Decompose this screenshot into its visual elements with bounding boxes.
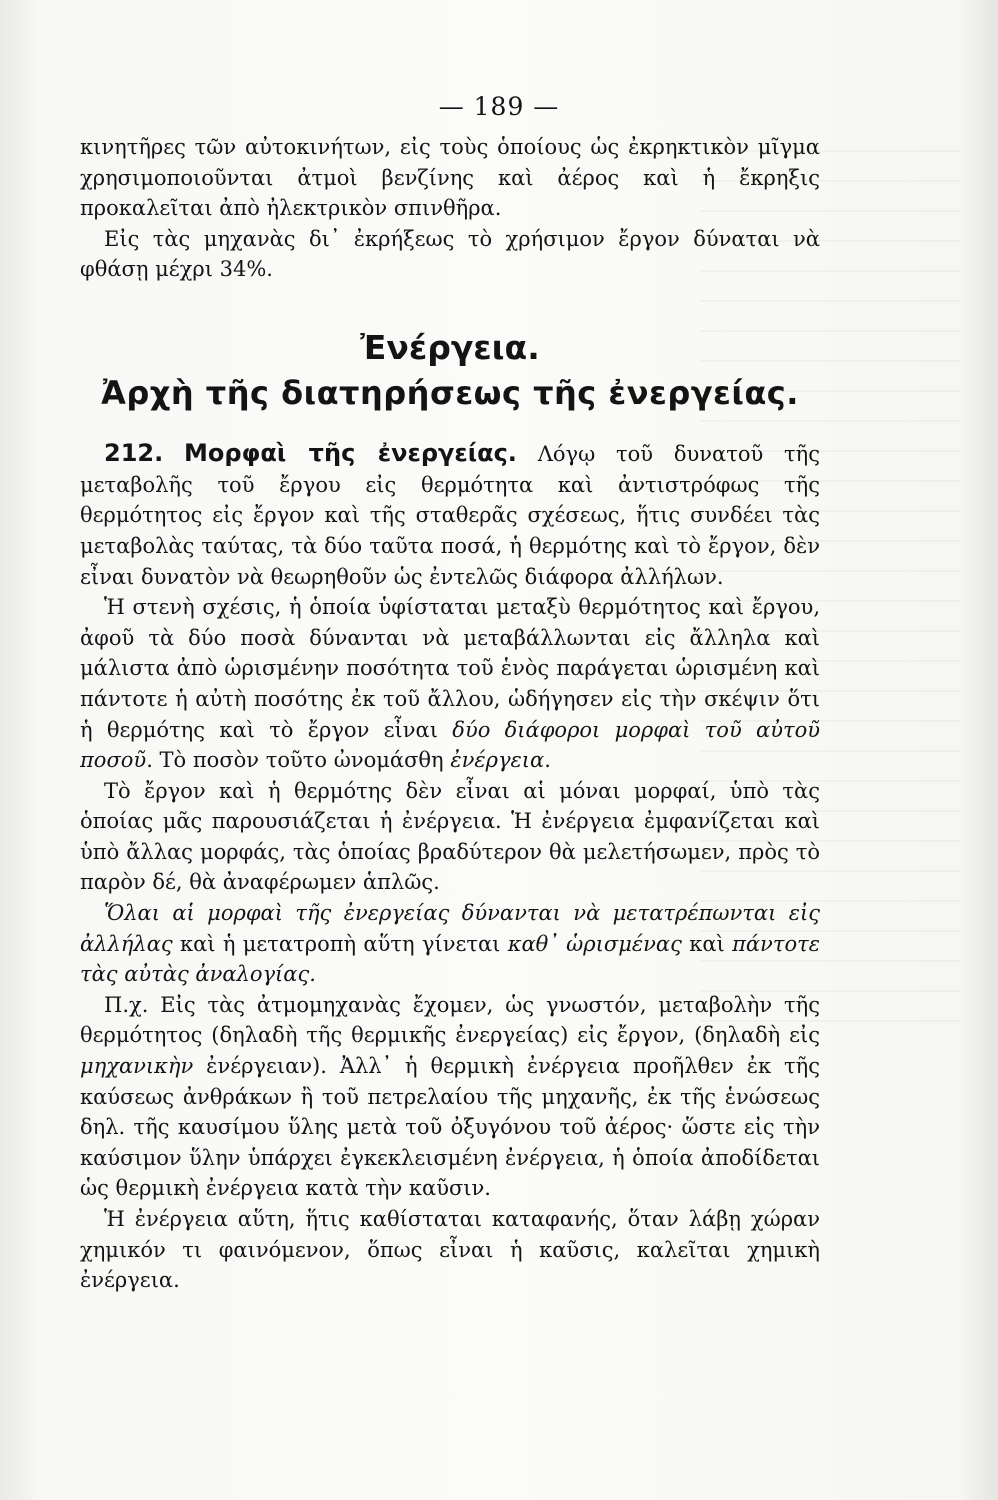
paragraph-relation	[80, 592, 820, 776]
page-number: — 189 —	[438, 92, 560, 121]
emphasis: Ὅλαι αἱ μορφαὶ τῆς ἐνεργείας δύνανται νὰ μετατρέπωνται εἰς ἀλλήλας	[80, 901, 820, 956]
emphasis: μηχανικὴν	[80, 1054, 194, 1079]
article-title: Μορφαὶ τῆς ἐνεργείας.	[184, 439, 517, 468]
emphasis: δύο διάφοροι μορφαὶ τοῦ αὐτοῦ ποσοῦ	[80, 717, 821, 773]
text-run: ἐνέργειαν). Ἀλλ᾽ ἡ θερμικὴ ἐνέργεια προῆλθεν ἐκ τῆς καύσεως ἀνθράκων ἢ τοῦ πετρελαίου τῆς μηχανῆς, ἐκ τῆς ἑνώσεως δηλ. τῆς καυσίμου ὕλης μετὰ τοῦ ὀξυγόνου τοῦ ἀέρος· ὥστε εἰς τὴν καύσιμον ὕλην ὑπάρχει ἐγκεκλεισμένη ἐνέργεια, ἡ ὁποία ἀποδίδεται ὡς θερμικὴ ἐνέργεια κατὰ τὴν καῦσιν.	[80, 1054, 820, 1201]
emphasis: καθ᾽ ὡρισμένας	[507, 931, 682, 956]
text-run: καὶ ἡ μετατροπὴ αὕτη γίνεται	[179, 931, 501, 956]
text-run: Ἡ στενὴ σχέσις, ἡ ὁποία ὑφίσταται μεταξὺ θερμότητος καὶ ἔργου, ἀφοῦ τὰ δύο ποσὰ δύνανται νὰ μεταβάλλωνται εἰς ἄλληλα καὶ μάλιστα ἀπὸ ὡρισμένην ποσότητα τοῦ ἑνὸς παράγεται ὡρισμένη καὶ πάντοτε ἡ αὐτὴ ποσότης ἐκ τοῦ ἄλλου, ὡδήγησεν εἰς τὴν σκέψιν ὅτι ἡ θερμότης καὶ τὸ ἔργον εἶναι	[80, 595, 820, 742]
paragraph-example	[80, 990, 820, 1204]
section-heading: Ἐνέργεια.	[360, 327, 540, 367]
article-text: Λόγῳ τοῦ δυνατοῦ τῆς μεταβολῆς τοῦ ἔργου εἰς θερμότητα καὶ ἀντιστρόφως τῆς θερμότητος εἰς ἔργον καὶ τῆς σταθερᾶς σχέσεως, ἥτις συνδέει τὰς μεταβολὰς ταύτας, τὰ δύο ταῦτα ποσά, ἡ θερμότης καὶ τὸ ἔργον, δὲν εἶναι δυνατὸν νὰ θεωρηθοῦν ὡς ἐντελῶς διάφορα ἀλλήλων.	[80, 442, 820, 589]
article-number: 212.	[104, 439, 164, 468]
paragraph-principle	[80, 898, 820, 990]
section-subheading: Ἀρχὴ τῆς διατηρήσεως τῆς ἐνεργείας.	[101, 373, 799, 412]
paragraph-forms: Τὸ ἔργον καὶ ἡ θερμότης δὲν εἶναι αἱ μόναι μορφαί, ὑπὸ τὰς ὁποίας μᾶς παρουσιάζεται ἡ ἐνέργεια. Ἡ ἐνέργεια ἐμφανίζεται καὶ ὑπὸ ἄλλας μορφάς, τὰς ὁποίας βραδύτερον θὰ μελετήσωμεν, πρὸς τὸ παρὸν δέ, θὰ ἀναφέρωμεν ἁπλῶς.	[80, 778, 820, 895]
paragraph-212	[80, 438, 820, 592]
text-run: . Τὸ ποσὸν τοῦτο ὠνομάσθη	[146, 748, 444, 773]
emphasis: ἐνέργεια	[450, 748, 545, 773]
paragraph-efficiency: Εἰς τὰς μηχανὰς δι᾽ ἐκρήξεως τὸ χρήσιμον ἔργον δύναται νὰ φθάσῃ μέχρι 34%.	[80, 226, 820, 282]
text-run: καὶ	[689, 931, 725, 956]
emphasis: πάντοτε τὰς αὐτὰς ἀναλογίας.	[80, 931, 820, 987]
text-run: Π.χ. Εἰς τὰς ἀτμομηχανὰς ἔχομεν, ὡς γνωστόν, μεταβολὴν τῆς θερμότητος (δηλαδὴ τῆς θερμικῆς ἐνεργείας) εἰς ἔργον, (δηλαδὴ εἰς	[80, 992, 820, 1048]
text-run: .	[544, 748, 551, 773]
paragraph-engines: κινητῆρες τῶν αὐτοκινήτων, εἰς τοὺς ὁποίους ὡς ἐκρηκτικὸν μῖγμα χρησιμοποιοῦνται ἀτμοὶ βενζίνης καὶ ἀέρος καὶ ἡ ἔκρηξις προκαλεῖται ἀπὸ ἠλεκτρικὸν σπινθῆρα.	[80, 135, 820, 221]
page-body	[80, 132, 820, 1296]
paragraph-chemical: Ἡ ἐνέργεια αὕτη, ἥτις καθίσταται καταφανής, ὅταν λάβῃ χώραν χημικόν τι φαινόμενον, ὅπως εἶναι ἡ καῦσις, καλεῖται χημικὴ ἐνέργεια.	[80, 1207, 820, 1293]
